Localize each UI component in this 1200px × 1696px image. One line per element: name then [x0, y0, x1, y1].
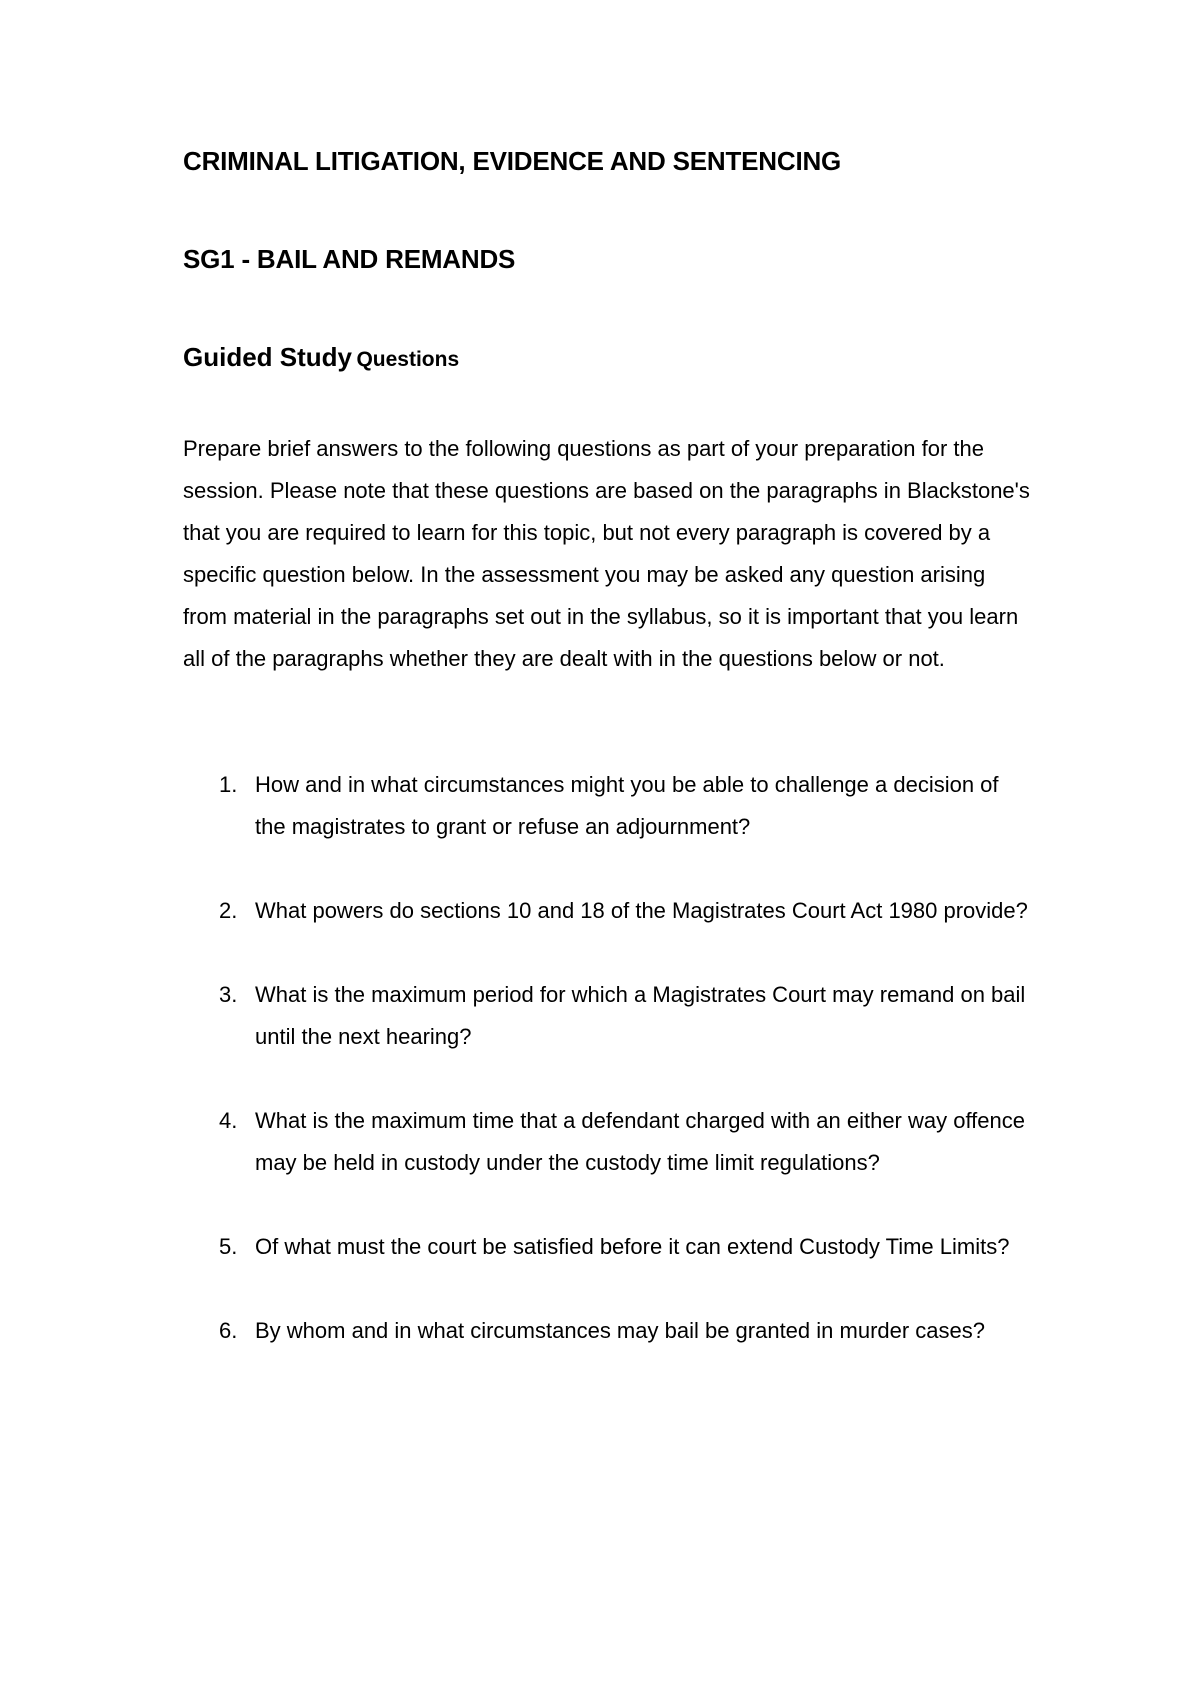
document-subtitle: SG1 - BAIL AND REMANDS	[183, 244, 516, 274]
question-item	[183, 764, 1033, 848]
section-heading-sub: Questions	[356, 348, 460, 371]
question-item	[183, 1310, 1033, 1352]
question-number: 5.	[219, 1234, 238, 1259]
question-item	[183, 890, 1033, 932]
question-list	[183, 764, 1033, 1394]
question-text: What powers do sections 10 and 18 of the Magistrates Court Act 1980 provide?	[255, 898, 1028, 923]
intro-paragraph: Prepare brief answers to the following questions as part of your preparation for the session. Please note that these questions are based on the paragraphs in Blackstone's that you are required to learn for this topic, but not every paragraph is covered by a specific question below. In the assessment you may be asked any question arising from material in the paragraphs set out in the syllabus, so it is important that you learn all of the paragraphs whether they are dealt with in the questions below or not.	[183, 436, 1030, 671]
question-item	[183, 1100, 1033, 1184]
question-text: By whom and in what circumstances may bail be granted in murder cases?	[255, 1318, 986, 1343]
question-number: 4.	[219, 1108, 238, 1133]
document-title: CRIMINAL LITIGATION, EVIDENCE AND SENTENCING	[183, 146, 842, 176]
question-text: What is the maximum time that a defendant charged with an either way offence may be held in custody under the custody time limit regulations?	[255, 1108, 1025, 1175]
question-text: How and in what circumstances might you be able to challenge a decision of the magistrates to grant or refuse an adjournment?	[255, 772, 999, 839]
question-text: What is the maximum period for which a Magistrates Court may remand on bail until the next hearing?	[255, 982, 1026, 1049]
question-item	[183, 974, 1033, 1058]
section-heading-main: Guided Study	[183, 342, 352, 372]
question-number: 2.	[219, 898, 238, 923]
question-text: Of what must the court be satisfied before it can extend Custody Time Limits?	[255, 1234, 1010, 1259]
question-item	[183, 1226, 1033, 1268]
question-number: 3.	[219, 982, 238, 1007]
question-number: 6.	[219, 1318, 238, 1343]
section-heading	[183, 342, 459, 373]
question-number: 1.	[219, 772, 238, 797]
